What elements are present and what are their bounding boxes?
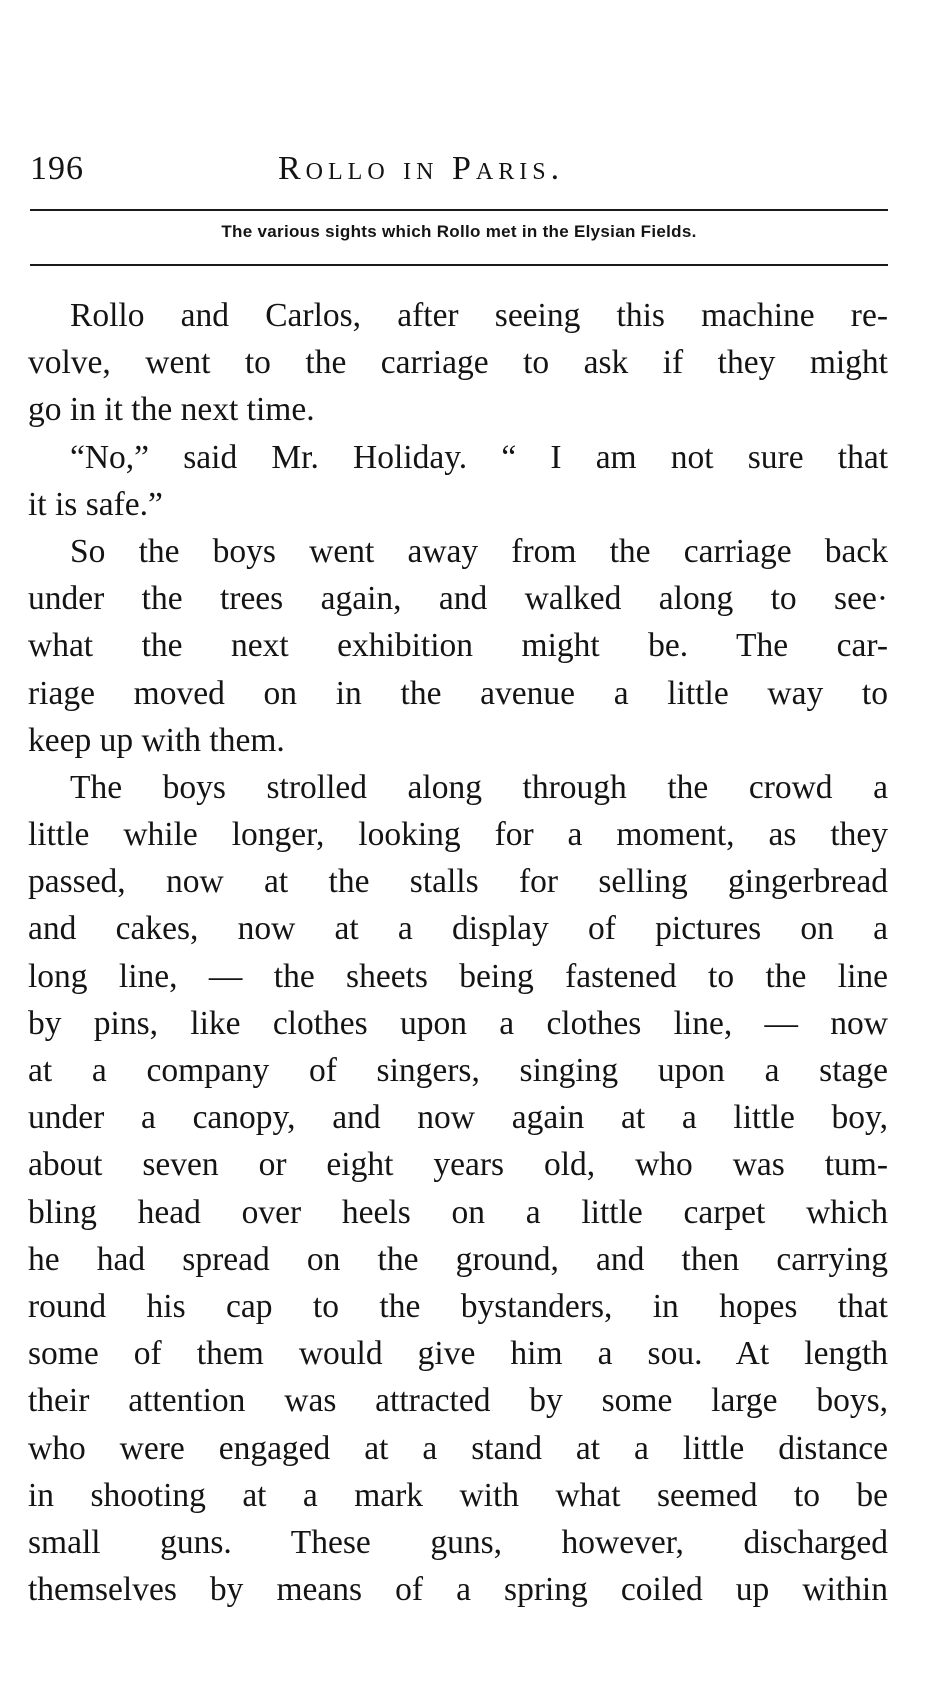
text-line: about seven or eight years old, who was tum-	[28, 1146, 888, 1184]
text-line: some of them would give him a sou. At length	[28, 1335, 888, 1373]
text-line: little while longer, looking for a moment, as they	[28, 816, 888, 854]
text-line: round his cap to the bystanders, in hopes that	[28, 1287, 888, 1325]
text-line: Rollo and Carlos, after seeing this machine re-	[70, 297, 888, 334]
text-line: in shooting at a mark with what seemed to be	[28, 1476, 888, 1514]
text-line: “No,” said Mr. Holiday. “ I am not sure that	[70, 438, 888, 476]
text-line: their attention was attracted by some large boys,	[28, 1382, 888, 1420]
text-line: small guns. These guns, however, discharged	[28, 1523, 888, 1561]
text-line: So the boys went away from the carriage back	[70, 532, 888, 570]
header-rule-bottom	[30, 264, 888, 266]
text-line: go in it the next time.	[28, 391, 315, 429]
body-text	[28, 292, 888, 1613]
text-line: by pins, like clothes upon a clothes line, — now	[28, 1004, 888, 1042]
text-line: volve, went to the carriage to ask if they might	[28, 344, 888, 382]
text-line: themselves by means of a spring coiled up within	[28, 1571, 888, 1609]
text-line: passed, now at the stalls for selling gingerbread	[28, 863, 888, 901]
text-line: he had spread on the ground, and then carrying	[28, 1240, 888, 1278]
text-line: it is safe.”	[28, 485, 163, 523]
page-caption: The various sights which Rollo met in the Elysian Fields.	[221, 222, 697, 241]
text-line: riage moved on in the avenue a little way to	[28, 674, 888, 712]
running-head	[28, 150, 888, 198]
text-line: at a company of singers, singing upon a stage	[28, 1052, 888, 1089]
header-rule-top	[30, 209, 888, 211]
text-line: bling head over heels on a little carpet which	[28, 1193, 888, 1231]
text-line: and cakes, now at a display of pictures on a	[28, 910, 888, 948]
page-number: 196	[30, 150, 84, 187]
text-line: under the trees again, and walked along to see·	[28, 580, 888, 618]
text-line: who were engaged at a stand at a little distance	[28, 1429, 888, 1467]
text-line: what the next exhibition might be. The car-	[28, 627, 888, 665]
text-line: under a canopy, and now again at a little boy,	[28, 1099, 888, 1137]
text-line: keep up with them.	[28, 721, 285, 759]
text-line: long line, — the sheets being fastened to the line	[28, 957, 888, 995]
book-title: Rollo in Paris.	[278, 150, 565, 187]
text-line: The boys strolled along through the crowd a	[70, 768, 888, 806]
book-page	[28, 0, 888, 1708]
